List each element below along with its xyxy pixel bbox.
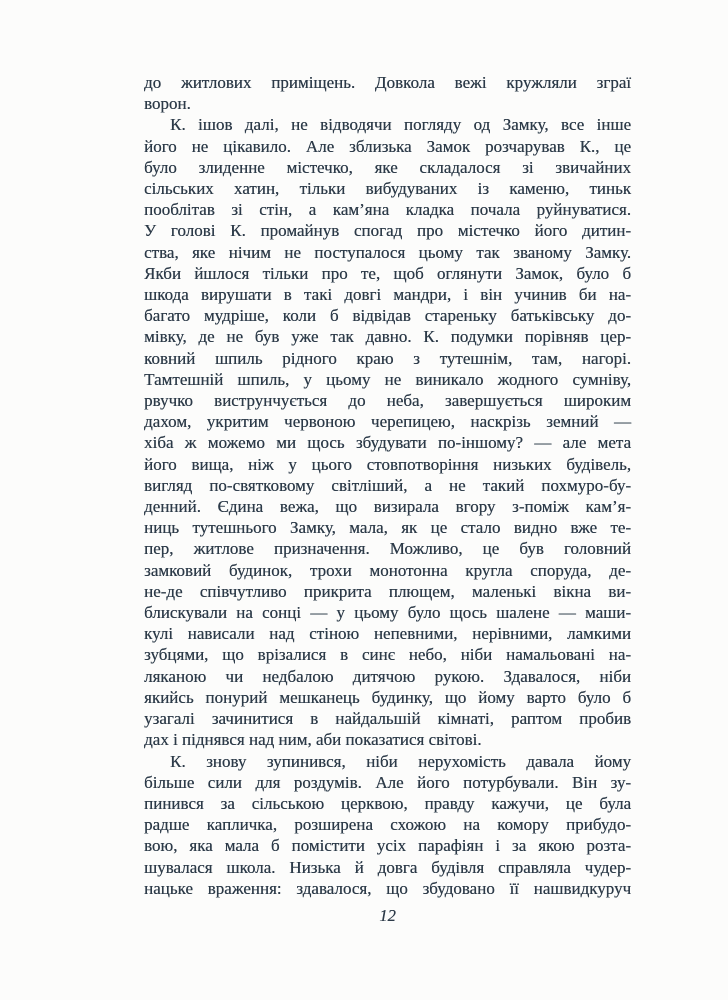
text-line: замковий будинок, трохи монотонна кругла споруда, де-	[144, 560, 631, 580]
text-line: шкода вирушати в такі довгі мандри, і він учинив би на-	[144, 285, 631, 305]
paragraph	[144, 751, 631, 899]
text-line: У голові К. промайнув спогад про містечко його дитин-	[144, 221, 631, 241]
text-line: ворон.	[144, 94, 191, 114]
text-line: пинився за сільською церквою, правду кажучи, це була	[144, 793, 631, 813]
text-line: було злиденне містечко, яке складалося зі звичайних	[144, 157, 631, 177]
text-line: Тамтешній шпиль, у цьому не виникало жодного сумніву,	[144, 369, 631, 389]
text-line: вигляд по-святковому світліший, а не такий похмуро-бу-	[144, 475, 631, 495]
text-line: ниць тутешнього Замку, мала, як це стало видно вже те-	[144, 518, 631, 538]
text-line: Якби йшлося тільки про те, щоб оглянути Замок, було б	[144, 263, 631, 283]
text-line: К. ішов далі, не відводячи погляду од Замку, все інше	[170, 115, 631, 135]
text-line: його не цікавило. Але зблизька Замок розчарував К., це	[144, 136, 631, 156]
text-line: ковний шпиль рідного краю з тутешнім, там, нагорі.	[144, 348, 631, 368]
paragraph	[144, 72, 631, 114]
text-line: сільських хатин, тільки вибудуваних із каменю, тиньк	[144, 179, 631, 199]
text-line: рвучко виструнчується до неба, завершується широким	[144, 391, 631, 411]
text-line: багато мудріше, коли б відвідав стареньку батьківську до-	[144, 306, 631, 326]
page-number: 12	[379, 906, 396, 925]
text-line: узагалі зачинитися в найдальшій кімнаті, раптом пробив	[144, 709, 631, 729]
text-line: нацьке враження: здавалося, що збудовано її нашвидкуруч	[144, 878, 631, 898]
text-line: ляканою чи недбалою дитячою рукою. Здавалося, ніби	[144, 666, 631, 686]
text-line: вою, яка мала б помістити усіх парафіян і за якою розта-	[144, 836, 631, 856]
text-line: денний. Єдина вежа, що визирала вгору з-поміж кам’я-	[144, 497, 631, 517]
text-line: К. знову зупинився, ніби нерухомість давала йому	[170, 751, 631, 771]
text-line: мівку, де не був уже так давно. К. подумки порівняв цер-	[144, 327, 631, 347]
text-line: дахом, укритим червоною черепицею, наскрізь земний —	[144, 412, 631, 432]
paragraph	[144, 114, 631, 750]
text-line: пооблітав зі стін, а кам’яна кладка почала руйнуватися.	[144, 200, 631, 220]
text-line: зубцями, що врізалися в синє небо, ніби намальовані на-	[144, 645, 631, 665]
text-line: дах і піднявся над ним, аби показатися світові.	[144, 730, 482, 750]
text-line: кулі нависали над стіною непевними, нерівними, ламкими	[144, 624, 631, 644]
text-line: більше сили для роздумів. Але його потурбували. Він зу-	[144, 772, 631, 792]
text-line: не-де співчутливо прикрита плющем, маленькі вікна ви-	[144, 581, 631, 601]
text-block	[144, 72, 631, 899]
text-line: хіба ж можемо ми щось збудувати по-іншому? — але мета	[144, 433, 631, 453]
text-line: до житлових приміщень. Довкола вежі кружляли зграї	[144, 73, 631, 92]
text-line: радше капличка, розширена схожою на комору прибудо-	[144, 815, 631, 835]
text-line: пер, житлове призначення. Можливо, це був головний	[144, 539, 631, 559]
text-line: якийсь понурий мешканець будинку, що йому варто було б	[144, 687, 631, 707]
text-line: його вища, ніж у цього стовпотворіння низьких будівель,	[144, 454, 631, 474]
text-line: блискували на сонці — у цьому було щось шалене — маши-	[144, 603, 631, 623]
text-line: ства, яке нічим не поступалося цьому так званому Замку.	[144, 242, 631, 262]
text-line: шувалася школа. Низька й довга будівля справляла чудер-	[144, 857, 631, 877]
